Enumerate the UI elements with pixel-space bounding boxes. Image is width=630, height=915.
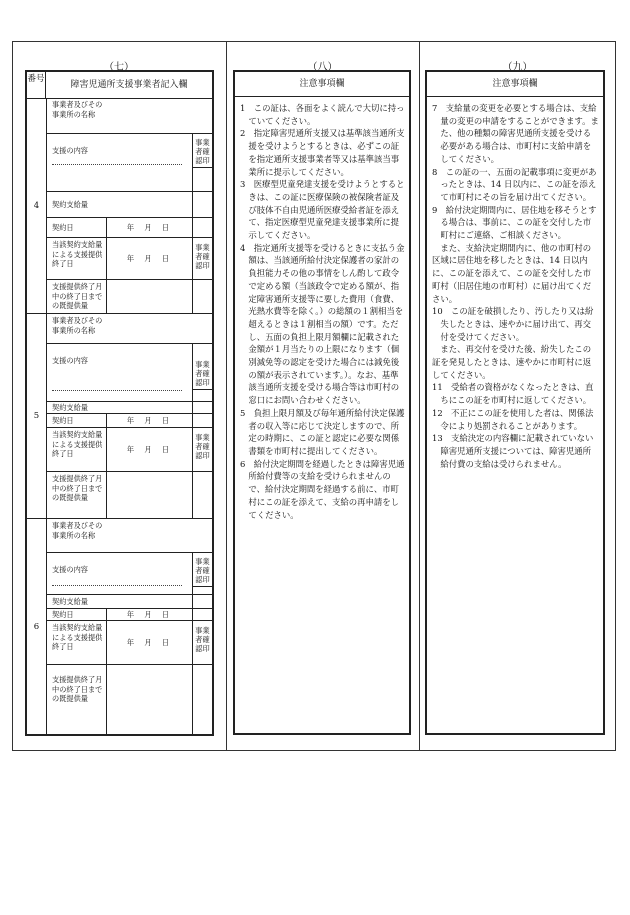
provider-value[interactable] <box>106 314 212 343</box>
table-row <box>46 414 212 428</box>
header-title: 障害児通所支援事業者記入欄 <box>70 80 188 90</box>
stamp-column <box>192 280 213 314</box>
provider-value[interactable] <box>106 98 212 133</box>
panel-number: （八） <box>307 62 338 73</box>
end-date-field[interactable]: 年 月 日 <box>106 428 193 471</box>
note-item: 10 この証を破損したり、汚したり又は紛失したときは、速やかに届け出て、再交付を受けてください。 <box>432 306 594 342</box>
stamp-column <box>192 414 213 427</box>
stamp-label: 事業者確認印 <box>192 553 212 587</box>
table-row <box>46 665 212 734</box>
label-end-date: 当該契約支給量による支援提供終了日 <box>52 430 103 458</box>
label-content: 支援の内容 <box>52 565 88 574</box>
panel-divider <box>226 41 227 751</box>
table-header <box>27 72 212 99</box>
stamp-column <box>192 402 213 413</box>
table-row <box>46 280 212 314</box>
date-field[interactable]: 年 月 日 <box>106 218 193 237</box>
panel-divider <box>419 41 420 751</box>
stamp-column <box>192 595 213 608</box>
table-row <box>46 238 212 280</box>
panel-number: （七） <box>104 62 134 73</box>
label-used: 支援提供終了月中の終了日までの既提供量 <box>52 675 103 703</box>
date-field[interactable]: 年 月 日 <box>106 414 193 427</box>
label-used: 支援提供終了月中の終了日までの既提供量 <box>52 474 103 502</box>
note-item: 6 給付決定期間を経過したときは障害児通所給付費等の支給を受けられませんので、給付決定期間を経過する前に、市町村にこの証を添えて、支給の再申請をしてください。 <box>240 458 405 520</box>
table-row <box>46 609 212 621</box>
stamp-label: 事業者確認印 <box>192 356 212 390</box>
note-item: 12 不正にこの証を使用した者は、関係法令により処罰されることがあります。 <box>432 407 594 431</box>
stamp-label: 事業者確認印 <box>192 238 212 279</box>
label-content: 支援の内容 <box>52 146 88 155</box>
note-item: 7 支給量の変更を必要とする場合は、支給量の変更の申請をすることができます。また、他の種類の障害児通所支援を受ける必要がある場合は、市町村に支給申請をしてください。 <box>432 103 599 164</box>
entry-group <box>27 314 212 519</box>
notes-body <box>432 102 599 470</box>
notes-body <box>240 102 405 521</box>
used-field[interactable] <box>106 472 193 519</box>
table-row <box>46 553 212 595</box>
label-date: 契約日 <box>52 415 74 425</box>
stamp-label: 事業者確認印 <box>192 134 212 168</box>
note-item: 8 この証の一、五面の記載事項に変更があったときは、14 日以内に、この証を添えて市町村にその旨を届け出てください。 <box>432 166 597 202</box>
label-date: 契約日 <box>52 609 74 619</box>
label-end-date: 当該契約支給量による支援提供終了日 <box>52 240 103 268</box>
group-number: 4 <box>27 98 47 313</box>
stamp-column <box>192 665 213 734</box>
table-row <box>46 428 212 472</box>
entry-group <box>27 98 212 314</box>
provider-entry-table <box>25 70 214 736</box>
table-row <box>46 344 212 402</box>
header-number: 番号 <box>27 72 46 98</box>
notes-box <box>233 70 411 735</box>
date-field[interactable]: 年 月 日 <box>106 609 193 620</box>
label-date: 契約日 <box>52 222 74 232</box>
table-row <box>46 621 212 665</box>
note-item: 1 この証は、各面をよく読んで大切に持っていてください。 <box>240 103 405 126</box>
provider-value[interactable] <box>106 519 212 552</box>
table-row <box>46 192 212 218</box>
table-row <box>46 519 212 553</box>
note-item: また、支給決定期間内に、他の市町村の区域に居住地を移したときは、14 日以内に、この証を添えて、この証を交付した市町村（旧居住地の市町村）に届け出てください。 <box>432 242 592 304</box>
note-item: 13 支給決定の内容欄に記載されていない障害児通所支援については、障害児通所給付費の支給は受けられません。 <box>432 433 594 469</box>
used-field[interactable] <box>106 665 193 734</box>
notes-title: 注意事項欄 <box>235 72 409 97</box>
label-amount: 契約支給量 <box>52 596 88 606</box>
entry-group <box>27 519 212 734</box>
label-provider: 事業者及びその事業所の名称 <box>52 316 103 335</box>
notes-box <box>425 70 605 735</box>
stamp-column <box>192 609 213 620</box>
label-content: 支援の内容 <box>52 356 88 365</box>
table-row <box>46 402 212 414</box>
stamp-column <box>192 472 213 519</box>
stamp-column <box>192 218 213 237</box>
table-row <box>46 314 212 344</box>
table-row <box>46 595 212 609</box>
note-item: 5 負担上限月額及び毎年通所給付決定保護者の収入等に応じて決定しますので、所定の時期に、この証と認定に必要な関係書類を市町村に提出してください。 <box>240 407 405 456</box>
table-row <box>46 472 212 519</box>
note-item: 2 指定障害児通所支援又は基準該当通所支援を受けようとするときは、必ずこの証を指定通所支援事業者等又は基準該当事業所に提示してください。 <box>240 128 405 177</box>
note-item: また、再交付を受けた後、紛失したこの証を発見したときは、速やかに市町村に返してください。 <box>432 344 592 380</box>
label-amount: 契約支給量 <box>52 199 88 209</box>
stamp-label: 事業者確認印 <box>192 428 212 471</box>
note-item: 9 給付決定期間内に、居住地を移そうとする場合は、事前に、この証を交付した市町村にご連絡、ご相談ください。 <box>432 204 597 241</box>
label-amount: 契約支給量 <box>52 402 88 412</box>
end-date-field[interactable]: 年 月 日 <box>106 621 193 664</box>
table-row <box>46 98 212 134</box>
table-row <box>46 134 212 192</box>
note-item: 11 受給者の資格がなくなったときは、直ちにこの証を市町村に返してください。 <box>432 382 594 406</box>
group-number: 5 <box>27 314 47 518</box>
notes-title: 注意事項欄 <box>427 72 603 97</box>
table-row <box>46 218 212 238</box>
panel-number: （九） <box>502 62 533 73</box>
group-number: 6 <box>27 519 47 734</box>
label-provider: 事業者及びその事業所の名称 <box>52 100 103 119</box>
note-item: 3 医療型児童発達支援を受けようとするときは、この証に医療保険の被保険者証及び肢体不自由児通所医療受給者証を添えて、指定医療型児童発達支援事業所に提示してください。 <box>240 179 405 241</box>
used-field[interactable] <box>106 280 193 314</box>
label-provider: 事業者及びその事業所の名称 <box>52 521 103 540</box>
note-item: 4 指定通所支援等を受けるときに支払う金額は、当該通所給付決定保護者の家計の負担能力その他の事情をしん酌して政令で定める額（当該政令で定める額が、指定障害通所支援等に要した費用（食費、光熱水費等を除く。）の総額の１割相当を超えるときは１割相当の額）です。ただし、五面の負担上限月額欄に記載された金額が１月当たりの上限になります（個別減免等の認定を受けた場合には減免後の額が表示されています。）。なお、基準該当通所支援を受ける場合等は市町村の窓口にお問い合わせください。 <box>240 242 405 406</box>
stamp-label: 事業者確認印 <box>192 621 212 664</box>
end-date-field[interactable]: 年 月 日 <box>106 238 193 279</box>
label-used: 支援提供終了月中の終了日までの既提供量 <box>52 282 103 310</box>
label-end-date: 当該契約支給量による支援提供終了日 <box>52 623 103 651</box>
stamp-column <box>192 192 213 217</box>
